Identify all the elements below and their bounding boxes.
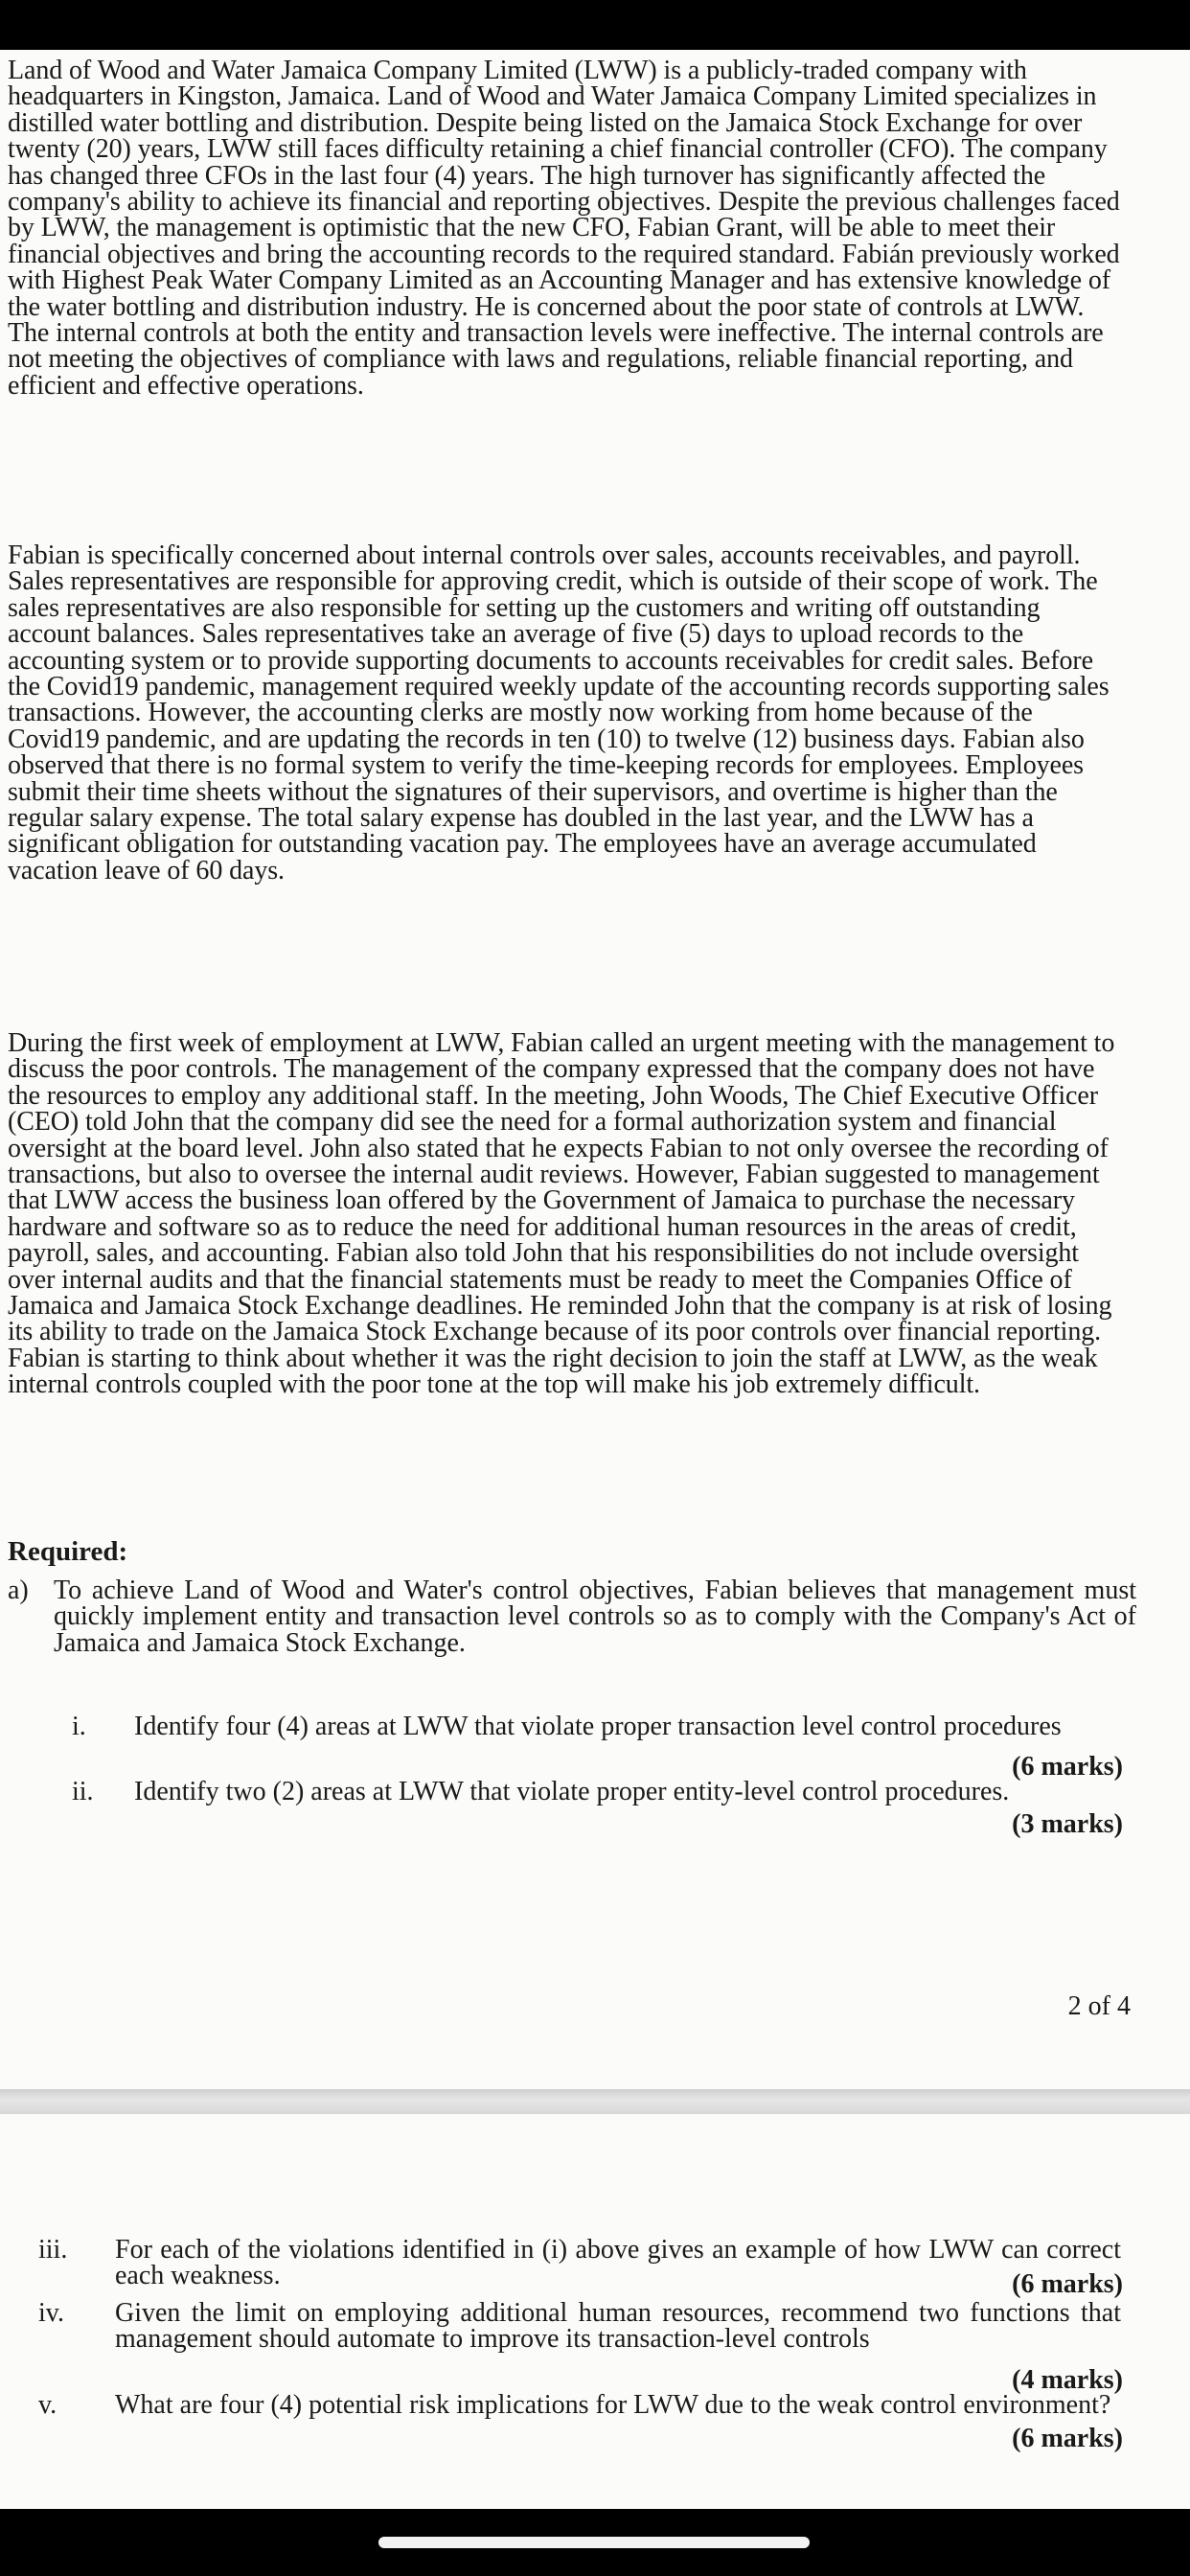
sub-question-number: i. <box>72 1712 86 1741</box>
document-page-3 <box>0 2114 1190 2509</box>
case-paragraph-1: Land of Wood and Water Jamaica Company Limited (LWW) is a publicly-traded company with headquarters in Kingston, Jamaica. Land of Wood and Water Jamaica Company Limited specializes in distilled water bottling and distribution. Despite being listed on the Jamaica Stock Exchange for over twenty (20) years, LWW still faces difficulty retaining a chief financial controller (CFO). The company has changed three CFOs in the last four (4) years. The high turnover has significantly affected the company's ability to achieve its financial and reporting objectives. Despite the previous challenges faced by LWW, the management is optimistic that the new CFO, Fabian Grant, will be able to meet their financial objectives and bring the accounting records to the required standard. Fabián previously worked with Highest Peak Water Company Limited as an Accounting Manager and has extensive knowledge of the water bottling and distribution industry. He is concerned about the poor state of controls at LWW. The internal controls at both the entity and transaction levels were ineffective. The internal controls are not meeting the objectives of compliance with laws and regulations, reliable financial reporting, and efficient and effective operations. <box>8 56 1120 401</box>
page-number: 2 of 4 <box>1067 1991 1131 2021</box>
document-page-2 <box>0 50 1190 2089</box>
marks-label: (6 marks) <box>1012 1752 1123 1782</box>
sub-question-text: For each of the violations identified in (i) above gives an example of how LWW can correct each weakness. <box>115 2235 1121 2291</box>
sub-question-text: What are four (4) potential risk implications for LWW due to the weak control environment? <box>115 2390 1111 2420</box>
sub-question-number: v. <box>38 2390 57 2420</box>
required-heading: Required: <box>8 1536 128 1567</box>
home-indicator[interactable] <box>378 2537 810 2548</box>
sub-question-number: ii. <box>72 1777 94 1806</box>
marks-label: (4 marks) <box>1012 2365 1123 2395</box>
marks-label: (6 marks) <box>1012 2424 1123 2453</box>
marks-label: (6 marks) <box>1012 2269 1123 2299</box>
case-paragraph-2: Fabian is specifically concerned about internal controls over sales, accounts receivables, and payroll. Sales representatives are responsible for approving credit, which is outside of their scope of work. The sales representatives are also responsible for setting up the customers and writing off outstanding account balances. Sales representatives take an average of five (5) days to upload records to the accounting system or to provide supporting documents to accounts receivables for credit sales. Before the Covid19 pandemic, management required weekly update of the accounting records supporting sales transactions. However, the accounting clerks are mostly now working from home because of the Covid19 pandemic, and are updating the records in ten (10) to twelve (12) business days. Fabian also observed that there is no formal system to verify the time-keeping records for employees. Employees submit their time sheets without the signatures of their supervisors, and overtime is higher than the regular salary expense. The total salary expense has doubled in the last year, and the LWW has a significant obligation for outstanding vacation pay. The employees have an average accumulated vacation leave of 60 days. <box>8 540 1110 886</box>
marks-label: (3 marks) <box>1012 1809 1123 1839</box>
sub-question-text: Identify two (2) areas at LWW that violate proper entity-level control procedures. <box>134 1777 1010 1806</box>
status-bar <box>0 0 1190 50</box>
sub-question-text: Identify four (4) areas at LWW that violate proper transaction level control procedures <box>134 1712 1062 1741</box>
case-paragraph-3: During the first week of employment at LWW, Fabian called an urgent meeting with the management to discuss the poor controls. The management of the company expressed that the company does not have the resources to employ any additional staff. In the meeting, John Woods, The Chief Executive Officer (CEO) told John that the company did see the need for a formal authorization system and financial oversight at the board level. John also stated that he expects Fabian to not only oversee the recording of transactions, but also to oversee the internal audit reviews. However, Fabian suggested to management that LWW access the business loan offered by the Government of Jamaica to purchase the necessary hardware and software so as to reduce the need for additional human resources in the areas of credit, payroll, sales, and accounting. Fabian also told John that his responsibilities do not include oversight over internal audits and that the financial statements must be ready to meet the Companies Office of Jamaica and Jamaica Stock Exchange deadlines. He reminded John that the company is at risk of losing its ability to trade on the Jamaica Stock Exchange because of its poor controls over financial reporting. Fabian is starting to think about whether it was the right decision to join the staff at LWW, as the weak internal controls coupled with the poor tone at the top will make his job extremely difficult. <box>8 1028 1115 1400</box>
sub-question-text: Given the limit on employing additional human resources, recommend two functions that management should automate to improve its transaction-level controls <box>115 2298 1121 2355</box>
sub-question-number: iv. <box>38 2298 64 2328</box>
question-a-label: a) <box>8 1576 29 1605</box>
sub-question-number: iii. <box>38 2235 68 2265</box>
page-divider <box>0 2089 1190 2114</box>
question-a-text: To achieve Land of Wood and Water's control objectives, Fabian believes that management must quickly implement entity and transaction level controls so as to comply with the Company's Act of Jamaica and Jamaica Stock Exchange. <box>54 1576 1136 1658</box>
